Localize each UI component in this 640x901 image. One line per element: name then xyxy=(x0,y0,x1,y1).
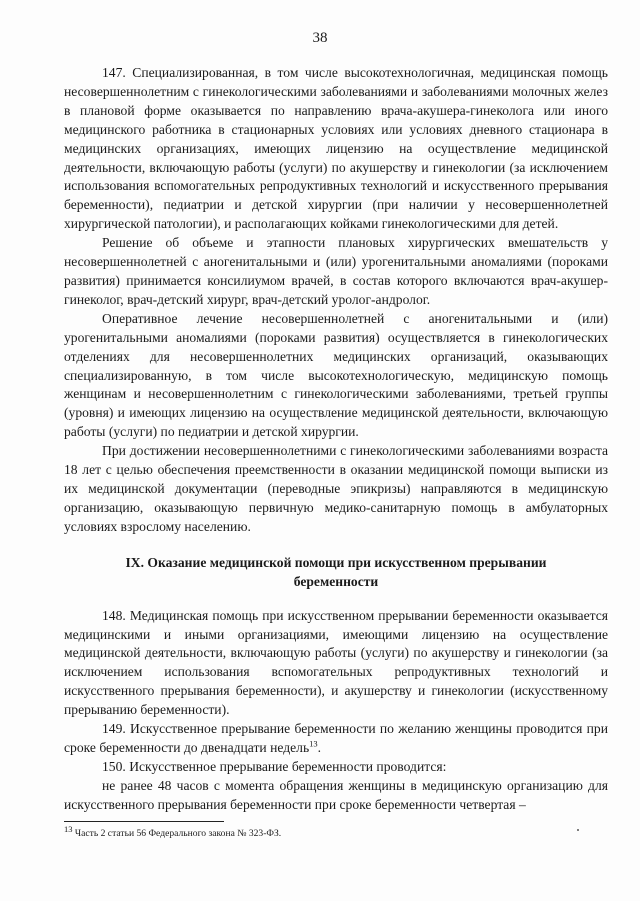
document-body xyxy=(64,64,608,815)
footnote-text: Часть 2 статьи 56 Федерального закона № 323-ФЗ. xyxy=(72,828,282,839)
page-number: 38 xyxy=(312,30,328,46)
paragraph-age-18-transfer: При достижении несовершеннолетними с гинекологическими заболеваниями возраста 18 лет с целью обеспечения преемственности в оказании медицинской помощи выписки из их медицинской документации (переводные эпикризы) направляются в медицинскую организацию, оказывающую первичную медико-санитарную помощь в амбулаторных условиях взрослому населению. xyxy=(64,443,608,534)
footnote-reference: 13 xyxy=(309,738,318,749)
paragraph-149 xyxy=(64,720,608,758)
paragraph-operative-treatment: Оперативное лечение несовершеннолетней с аногенитальными и (или) урогенитальными аномалиями (пороками развития) осуществляется в гинекологических отделениях для несовершеннолетних медицинских организаций, оказывающих специализированную, в том числе высокотехнологическую, медицинскую помощь женщинам и несовершеннолетним с гинекологическими заболеваниями, третьей группы (уровня) и имеющих лицензию на осуществление медицинской деятельности, включающую работы (услуги) по педиатрии и детской хирургии. xyxy=(64,310,608,440)
paragraph-148: 148. Медицинская помощь при искусственном прерывании беременности оказывается медицинскими и иными организациями, имеющими лицензию на осуществление медицинской деятельности, включающую работы (услуги) по акушерству и гинекологии (за исключением использования вспомогательных репродуктивных технологий и искусственного прерывания беременности), и акушерству и гинекологии (искусственному прерыванию беременности). xyxy=(64,607,608,718)
section-heading: IX. Оказание медицинской помощи при искусственном прерывании беременности xyxy=(125,554,547,589)
paragraph-147: 147. Специализированная, в том числе высокотехнологичная, медицинская помощь несовершеннолетним с гинекологическими заболеваниями и заболеваниями молочных желез в плановой форме оказывается по направлению врача-акушера-гинеколога или иного медицинского работника в стационарных условиях или условиях дневного стационара в медицинских организациях, имеющих лицензию на осуществление медицинской деятельности, включающую работы (услуги) по акушерству и гинекологии (за исключением использования вспомогательных репродуктивных технологий и искусственного прерывания беременности), педиатрии и детской хирургии (при наличии у несовершеннолетней хирургической патологии), и располагающих койками гинекологическими для детей. xyxy=(64,65,608,232)
scan-speck xyxy=(577,829,579,831)
footnote-divider xyxy=(64,821,224,822)
paragraph-surgical-decision: Решение об объеме и этапности плановых хирургических вмешательств у несовершеннолетней с аногенитальными и (или) урогенитальными аномалиями (пороками развития) принимается консилиумом врачей, в состав которого включаются врач-акушер-гинеколог, врач-детский хирург, врач-детский уролог-андролог. xyxy=(64,235,608,307)
paragraph-150: 150. Искусственное прерывание беременности проводится: xyxy=(102,758,447,774)
paragraph-149-text: 149. Искусственное прерывание беременности по желанию женщины проводится при сроке беременности до двенадцати недель xyxy=(64,721,608,755)
paragraph-149-end: . xyxy=(317,740,322,755)
paragraph-150-item: не ранее 48 часов с момента обращения женщины в медицинскую организацию для искусственного прерывания беременности при сроке беременности четвертая – xyxy=(64,777,608,812)
footnote xyxy=(64,823,608,840)
footnote-number: 13 xyxy=(64,823,73,834)
